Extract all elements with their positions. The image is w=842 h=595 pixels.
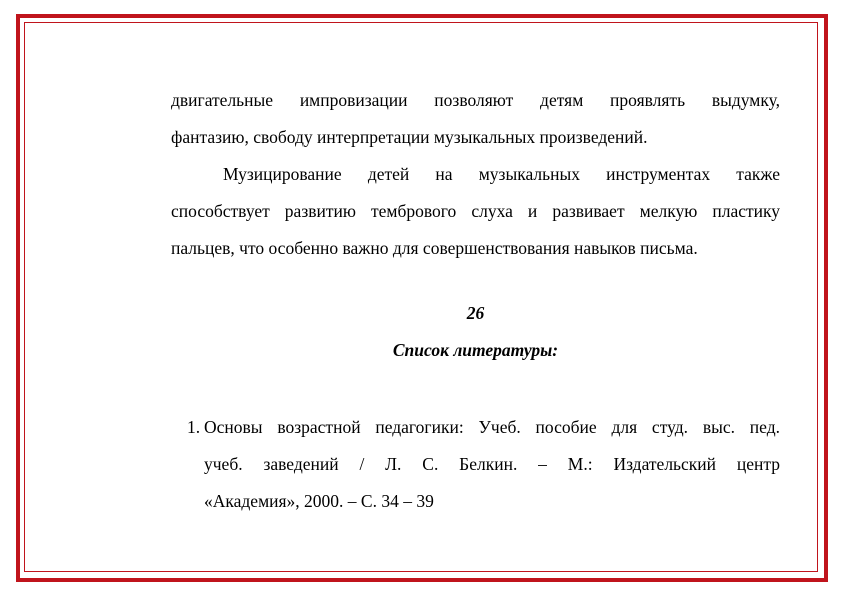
paragraph-line: Музицирование детей на музыкальных инструментах также — [223, 164, 780, 184]
reference-number: 1. — [187, 417, 201, 437]
references-heading: Список литературы: — [392, 340, 559, 360]
paragraph-line: способствует развитию тембрового слуха и развивает мелкую пластику — [171, 201, 780, 221]
reference-line: учеб. заведений / Л. С. Белкин. – М.: Издательский центр — [204, 454, 780, 474]
reference-line: «Академия», 2000. – С. 34 – 39 — [204, 491, 434, 511]
reference-line: Основы возрастной педагогики: Учеб. пособие для студ. выс. пед. — [204, 417, 780, 437]
paragraph-line: фантазию, свободу интерпретации музыкальных произведений. — [171, 127, 648, 147]
paragraph-improvisation — [171, 82, 780, 156]
page-number: 26 — [466, 303, 485, 323]
page-content — [171, 82, 780, 520]
paragraph-line: пальцев, что особенно важно для совершенствования навыков письма. — [171, 238, 698, 258]
references-list — [171, 409, 780, 520]
paragraph-line: двигательные импровизации позволяют детям проявлять выдумку, — [171, 90, 780, 110]
reference-item — [171, 409, 780, 520]
paragraph-music-making — [171, 156, 780, 267]
